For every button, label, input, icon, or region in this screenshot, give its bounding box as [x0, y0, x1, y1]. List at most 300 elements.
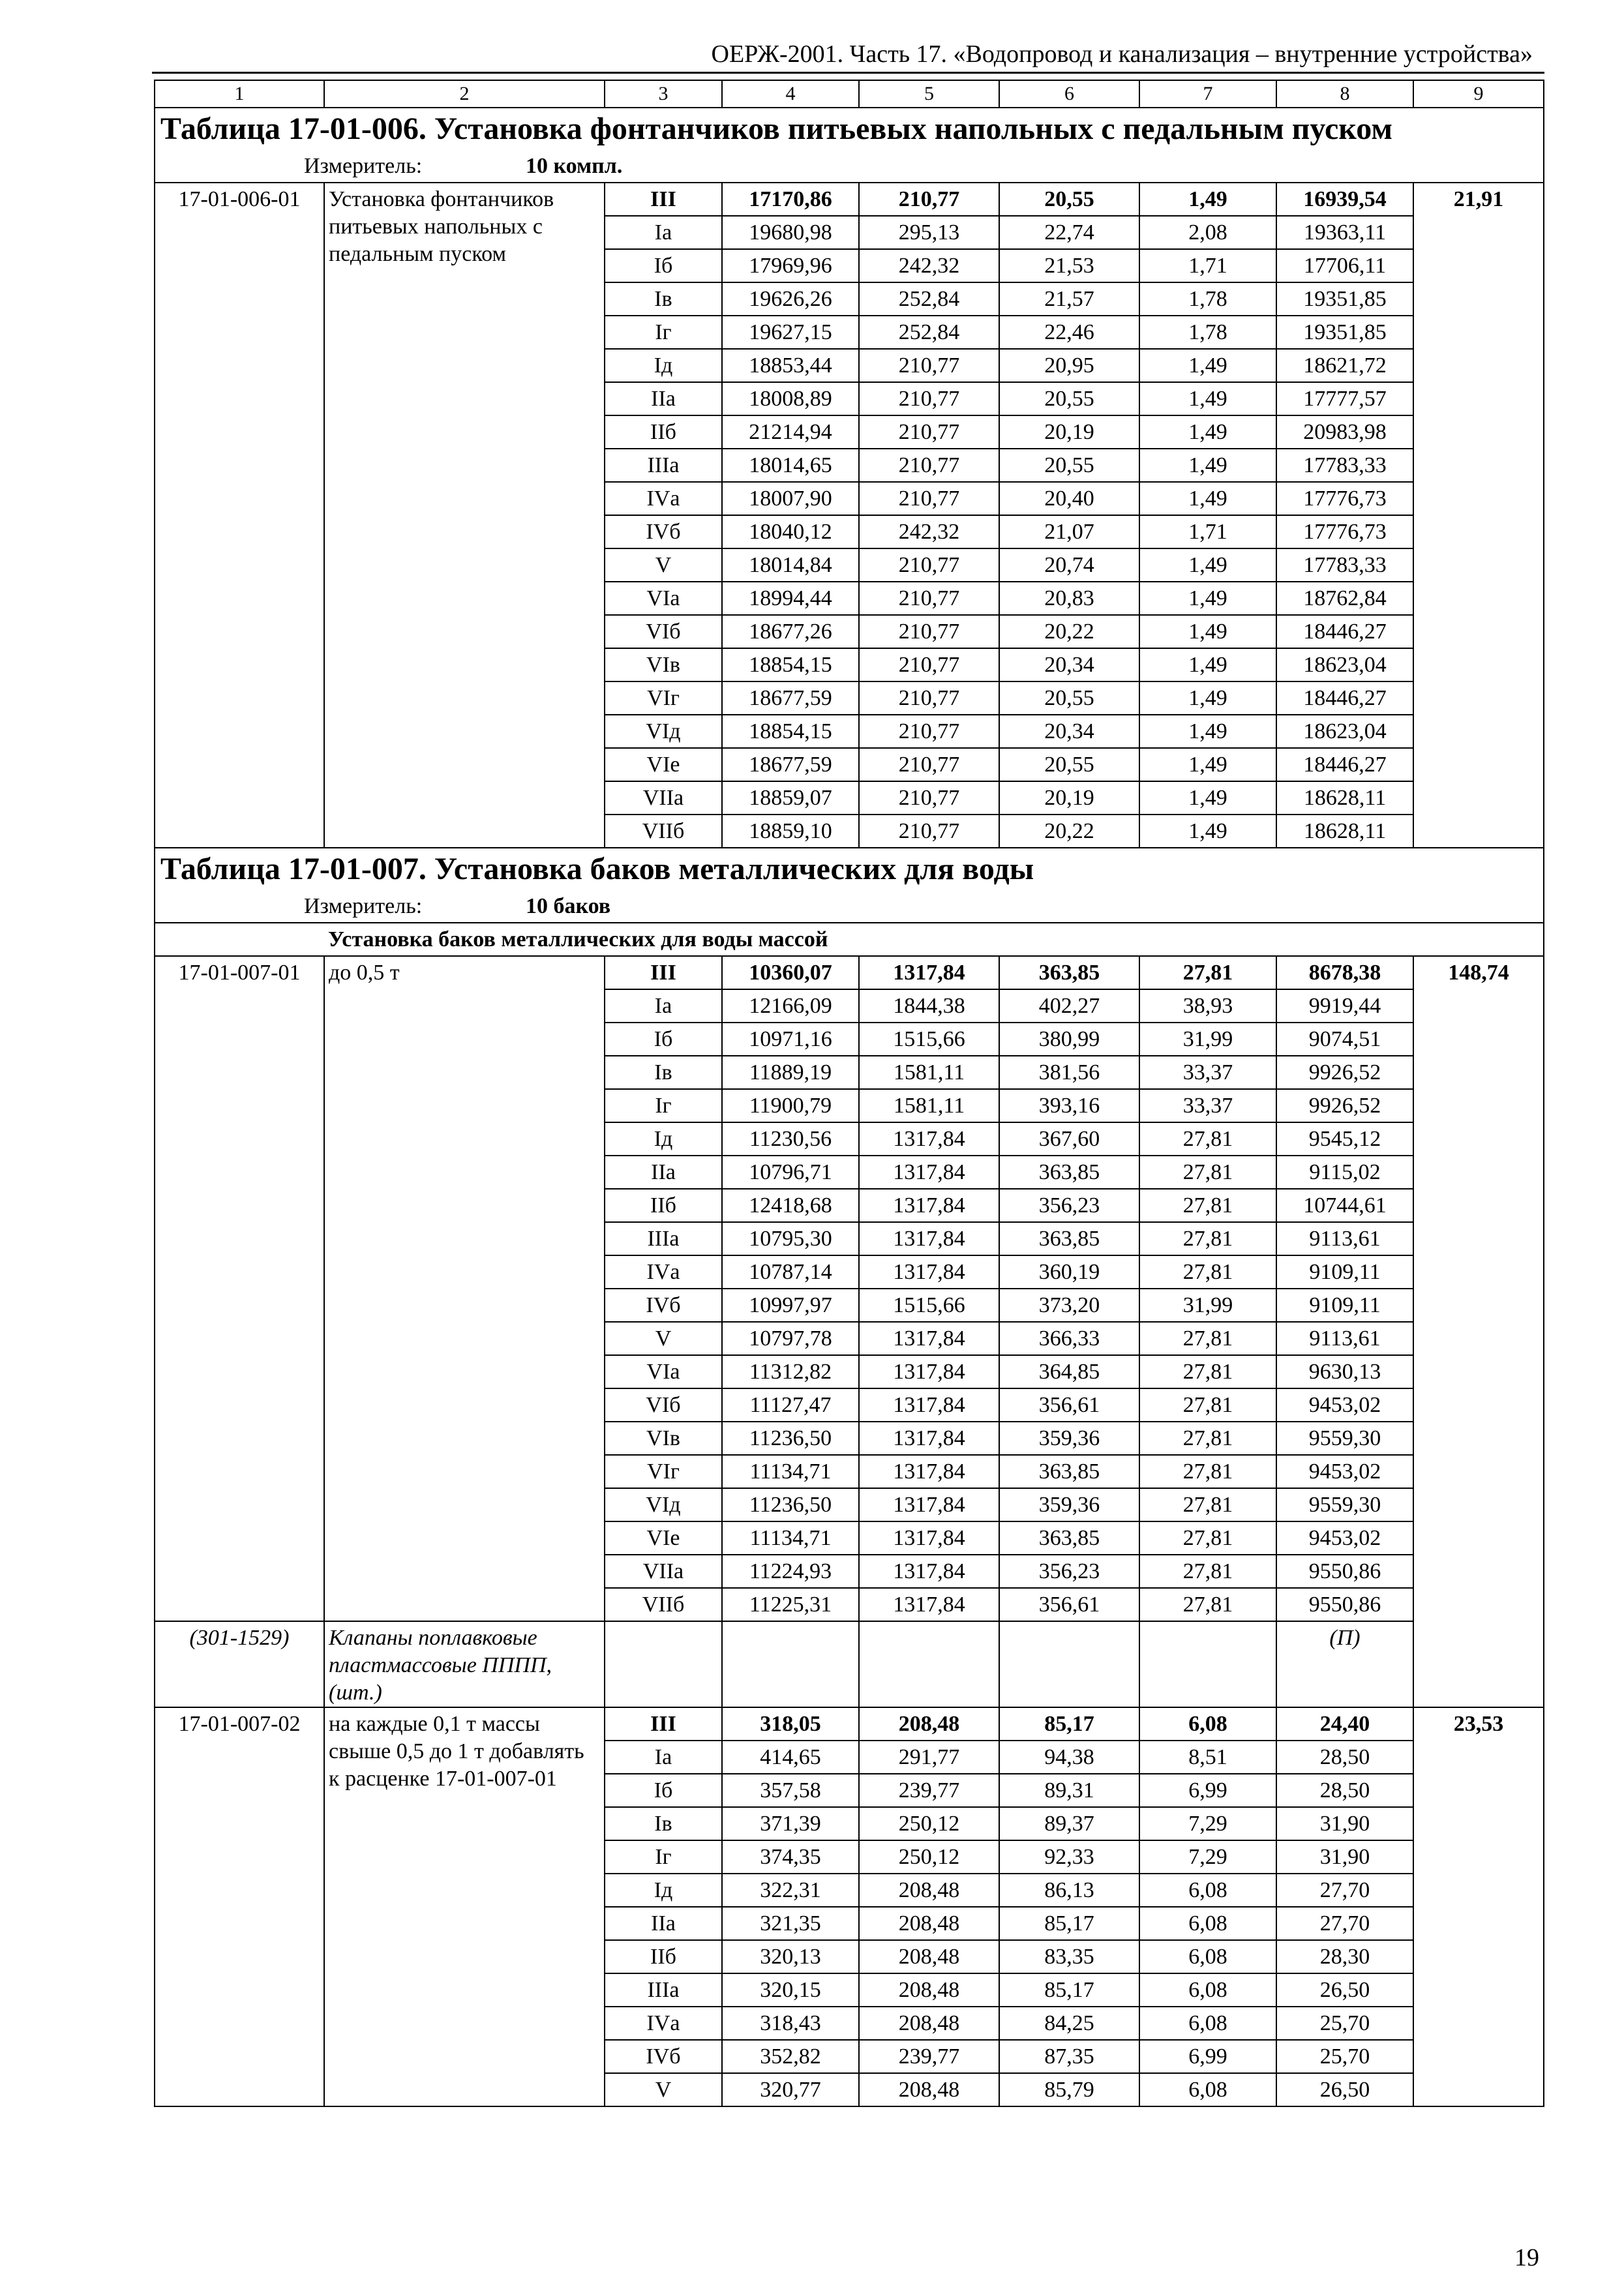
zone: Iг: [605, 1840, 722, 1874]
total-cost: 320,15: [722, 1973, 859, 2007]
rate-description: на каждые 0,1 т массы свыше 0,5 до 1 т добавлять к расценке 17-01-007-01: [324, 1707, 605, 2106]
machines: 380,99: [999, 1023, 1139, 1056]
wages: 1317,84: [859, 1555, 999, 1588]
zone: IIб: [605, 415, 722, 449]
zone: V: [605, 1322, 722, 1355]
note-value: (П): [1276, 1621, 1413, 1707]
materials: 18623,04: [1276, 715, 1413, 748]
materials: 25,70: [1276, 2007, 1413, 2040]
machinist-wages: 1,49: [1139, 349, 1276, 382]
materials: 9926,52: [1276, 1089, 1413, 1122]
wages: 208,48: [859, 1907, 999, 1940]
total-cost: 11236,50: [722, 1488, 859, 1521]
machines: 364,85: [999, 1355, 1139, 1388]
machinist-wages: 38,93: [1139, 989, 1276, 1023]
column-number: 9: [1413, 80, 1544, 108]
zone: IIа: [605, 1907, 722, 1940]
machinist-wages: 1,78: [1139, 316, 1276, 349]
total-cost: 19680,98: [722, 216, 859, 249]
machines: 21,53: [999, 249, 1139, 282]
subheading: Установка баков металлических для воды массой: [155, 923, 1544, 956]
machinist-wages: 27,81: [1139, 1122, 1276, 1156]
wages: 210,77: [859, 183, 999, 216]
zone: Iв: [605, 1056, 722, 1089]
header-rule: [152, 72, 1544, 74]
column-number: 1: [155, 80, 324, 108]
measure-cell: [155, 890, 1544, 923]
wages: 1317,84: [859, 1521, 999, 1555]
total-cost: 10997,97: [722, 1289, 859, 1322]
zone: IIIа: [605, 1973, 722, 2007]
table-row: [155, 956, 1544, 989]
wages: 210,77: [859, 748, 999, 781]
total-cost: 18994,44: [722, 582, 859, 615]
wages: 1581,11: [859, 1089, 999, 1122]
machines: 393,16: [999, 1089, 1139, 1122]
materials: 17783,33: [1276, 548, 1413, 582]
machines: 363,85: [999, 1156, 1139, 1189]
measure-label: Измеритель:: [304, 154, 423, 178]
total-cost: 11127,47: [722, 1388, 859, 1422]
measure-row: [155, 150, 1544, 183]
total-cost: 18677,59: [722, 681, 859, 715]
column-number: 4: [722, 80, 859, 108]
total-cost: 18014,65: [722, 449, 859, 482]
total-cost: 18854,15: [722, 648, 859, 681]
wages: 252,84: [859, 282, 999, 316]
zone: Iа: [605, 1741, 722, 1774]
materials: 17706,11: [1276, 249, 1413, 282]
zone: IIIа: [605, 449, 722, 482]
total-cost: 10360,07: [722, 956, 859, 989]
zone: Iб: [605, 1774, 722, 1807]
column-number: 6: [999, 80, 1139, 108]
total-cost: 318,43: [722, 2007, 859, 2040]
machines: 402,27: [999, 989, 1139, 1023]
machines: 20,55: [999, 183, 1139, 216]
wages: 1515,66: [859, 1023, 999, 1056]
zone: Iа: [605, 989, 722, 1023]
machinist-wages: 1,49: [1139, 582, 1276, 615]
materials: 19351,85: [1276, 316, 1413, 349]
total-cost: 18859,10: [722, 815, 859, 848]
machines: 87,35: [999, 2040, 1139, 2073]
machines: 363,85: [999, 1455, 1139, 1488]
machinist-wages: 27,81: [1139, 1422, 1276, 1455]
labor-cost: 148,74: [1413, 956, 1544, 1707]
empty-cell: [859, 1621, 999, 1707]
machines: 94,38: [999, 1741, 1139, 1774]
materials: 17777,57: [1276, 382, 1413, 415]
wages: 1317,84: [859, 1422, 999, 1455]
wages: 210,77: [859, 781, 999, 815]
total-cost: 10971,16: [722, 1023, 859, 1056]
zone: Iб: [605, 249, 722, 282]
total-cost: 11225,31: [722, 1588, 859, 1621]
zone: V: [605, 2073, 722, 2106]
total-cost: 322,31: [722, 1874, 859, 1907]
total-cost: 11134,71: [722, 1455, 859, 1488]
zone: VIа: [605, 1355, 722, 1388]
total-cost: 18008,89: [722, 382, 859, 415]
materials: 8678,38: [1276, 956, 1413, 989]
materials: 18762,84: [1276, 582, 1413, 615]
wages: 1317,84: [859, 1455, 999, 1488]
column-number: 7: [1139, 80, 1276, 108]
materials: 18623,04: [1276, 648, 1413, 681]
machinist-wages: 6,08: [1139, 1907, 1276, 1940]
materials: 18628,11: [1276, 781, 1413, 815]
wages: 208,48: [859, 2007, 999, 2040]
materials: 9113,61: [1276, 1222, 1413, 1255]
table-title: Таблица 17-01-006. Установка фонтанчиков питьевых напольных с педальным пуском: [155, 108, 1544, 150]
machinist-wages: 8,51: [1139, 1741, 1276, 1774]
materials: 18446,27: [1276, 615, 1413, 648]
machines: 356,61: [999, 1588, 1139, 1621]
machinist-wages: 27,81: [1139, 1156, 1276, 1189]
machinist-wages: 1,49: [1139, 748, 1276, 781]
machinist-wages: 1,49: [1139, 681, 1276, 715]
zone: Iд: [605, 349, 722, 382]
wages: 1317,84: [859, 1156, 999, 1189]
machines: 356,23: [999, 1555, 1139, 1588]
machinist-wages: 27,81: [1139, 1488, 1276, 1521]
machines: 356,23: [999, 1189, 1139, 1222]
measure-label: Измеритель:: [304, 894, 423, 918]
machines: 85,79: [999, 2073, 1139, 2106]
machines: 22,46: [999, 316, 1139, 349]
column-number: 3: [605, 80, 722, 108]
wages: 210,77: [859, 449, 999, 482]
note-row: [155, 1621, 1544, 1707]
materials: 9550,86: [1276, 1555, 1413, 1588]
machinist-wages: 6,08: [1139, 1973, 1276, 2007]
total-cost: 10787,14: [722, 1255, 859, 1289]
wages: 252,84: [859, 316, 999, 349]
machines: 20,55: [999, 382, 1139, 415]
total-cost: 11889,19: [722, 1056, 859, 1089]
wages: 210,77: [859, 615, 999, 648]
wages: 1317,84: [859, 1388, 999, 1422]
wages: 210,77: [859, 349, 999, 382]
machinist-wages: 1,71: [1139, 249, 1276, 282]
wages: 250,12: [859, 1807, 999, 1840]
materials: 31,90: [1276, 1807, 1413, 1840]
total-cost: 18859,07: [722, 781, 859, 815]
wages: 208,48: [859, 1940, 999, 1973]
materials: 9545,12: [1276, 1122, 1413, 1156]
machines: 360,19: [999, 1255, 1139, 1289]
wages: 239,77: [859, 2040, 999, 2073]
wages: 1317,84: [859, 1122, 999, 1156]
materials: 9113,61: [1276, 1322, 1413, 1355]
wages: 210,77: [859, 482, 999, 515]
machines: 83,35: [999, 1940, 1139, 1973]
page-running-title: ОЕРЖ-2001. Часть 17. «Водопровод и канализация – внутренние устройства»: [711, 40, 1533, 68]
wages: 1317,84: [859, 1222, 999, 1255]
total-cost: 414,65: [722, 1741, 859, 1774]
total-cost: 17969,96: [722, 249, 859, 282]
total-cost: 18854,15: [722, 715, 859, 748]
materials: 9453,02: [1276, 1455, 1413, 1488]
wages: 208,48: [859, 1973, 999, 2007]
machinist-wages: 31,99: [1139, 1023, 1276, 1056]
rates-table: [154, 80, 1544, 2107]
machinist-wages: 1,49: [1139, 715, 1276, 748]
wages: 210,77: [859, 582, 999, 615]
machinist-wages: 1,49: [1139, 415, 1276, 449]
machinist-wages: 27,81: [1139, 956, 1276, 989]
zone: VIа: [605, 582, 722, 615]
wages: 210,77: [859, 681, 999, 715]
machines: 85,17: [999, 1973, 1139, 2007]
machinist-wages: 1,49: [1139, 781, 1276, 815]
empty-cell: [722, 1621, 859, 1707]
materials: 9453,02: [1276, 1388, 1413, 1422]
materials: 17783,33: [1276, 449, 1413, 482]
machines: 84,25: [999, 2007, 1139, 2040]
materials: 26,50: [1276, 2073, 1413, 2106]
rate-code: 17-01-007-02: [155, 1707, 324, 2106]
materials: 20983,98: [1276, 415, 1413, 449]
zone: IVа: [605, 1255, 722, 1289]
zone: VIе: [605, 748, 722, 781]
zone: Iг: [605, 316, 722, 349]
total-cost: 318,05: [722, 1707, 859, 1741]
machines: 20,34: [999, 648, 1139, 681]
column-number: 5: [859, 80, 999, 108]
labor-cost: 23,53: [1413, 1707, 1544, 2106]
rate-code: 17-01-007-01: [155, 956, 324, 1621]
machinist-wages: 27,81: [1139, 1222, 1276, 1255]
zone: III: [605, 183, 722, 216]
zone: Iб: [605, 1023, 722, 1056]
machines: 20,19: [999, 415, 1139, 449]
wages: 1317,84: [859, 1255, 999, 1289]
total-cost: 11134,71: [722, 1521, 859, 1555]
zone: IIб: [605, 1189, 722, 1222]
zone: VIб: [605, 615, 722, 648]
machinist-wages: 27,81: [1139, 1388, 1276, 1422]
total-cost: 18007,90: [722, 482, 859, 515]
table-row: [155, 183, 1544, 216]
note-code: (301-1529): [155, 1621, 324, 1707]
total-cost: 19627,15: [722, 316, 859, 349]
wages: 1317,84: [859, 1355, 999, 1388]
machines: 359,36: [999, 1422, 1139, 1455]
machines: 20,83: [999, 582, 1139, 615]
materials: 26,50: [1276, 1973, 1413, 2007]
machinist-wages: 1,49: [1139, 449, 1276, 482]
wages: 1317,84: [859, 1322, 999, 1355]
machines: 89,31: [999, 1774, 1139, 1807]
zone: IIа: [605, 1156, 722, 1189]
machinist-wages: 27,81: [1139, 1255, 1276, 1289]
measure-row: [155, 890, 1544, 923]
machinist-wages: 1,49: [1139, 815, 1276, 848]
wages: 1317,84: [859, 956, 999, 989]
zone: VIд: [605, 1488, 722, 1521]
zone: IIб: [605, 1940, 722, 1973]
machinist-wages: 6,08: [1139, 2073, 1276, 2106]
materials: 9919,44: [1276, 989, 1413, 1023]
zone: IVа: [605, 2007, 722, 2040]
machines: 20,22: [999, 815, 1139, 848]
zone: Iд: [605, 1122, 722, 1156]
machines: 22,74: [999, 216, 1139, 249]
total-cost: 11230,56: [722, 1122, 859, 1156]
machines: 20,19: [999, 781, 1139, 815]
column-number: 8: [1276, 80, 1413, 108]
machines: 20,55: [999, 748, 1139, 781]
wages: 242,32: [859, 249, 999, 282]
zone: VIв: [605, 648, 722, 681]
materials: 27,70: [1276, 1874, 1413, 1907]
measure-cell: [155, 150, 1544, 183]
materials: 28,50: [1276, 1741, 1413, 1774]
total-cost: 21214,94: [722, 415, 859, 449]
materials: 9559,30: [1276, 1488, 1413, 1521]
zone: Iв: [605, 282, 722, 316]
machinist-wages: 6,08: [1139, 1707, 1276, 1741]
machinist-wages: 6,08: [1139, 1874, 1276, 1907]
zone: VIIб: [605, 815, 722, 848]
wages: 1581,11: [859, 1056, 999, 1089]
materials: 24,40: [1276, 1707, 1413, 1741]
table-row: [155, 1707, 1544, 1741]
total-cost: 371,39: [722, 1807, 859, 1840]
machinist-wages: 1,71: [1139, 515, 1276, 548]
subheading-row: [155, 923, 1544, 956]
total-cost: 18014,84: [722, 548, 859, 582]
zone: IVб: [605, 2040, 722, 2073]
materials: 19363,11: [1276, 216, 1413, 249]
wages: 1317,84: [859, 1588, 999, 1621]
zone: VIг: [605, 1455, 722, 1488]
materials: 19351,85: [1276, 282, 1413, 316]
zone: VIIа: [605, 781, 722, 815]
machinist-wages: 1,49: [1139, 382, 1276, 415]
measure-value: 10 баков: [526, 894, 611, 918]
materials: 9926,52: [1276, 1056, 1413, 1089]
materials: 28,30: [1276, 1940, 1413, 1973]
zone: Iд: [605, 1874, 722, 1907]
rate-code: 17-01-006-01: [155, 183, 324, 848]
materials: 17776,73: [1276, 515, 1413, 548]
materials: 27,70: [1276, 1907, 1413, 1940]
zone: IIIа: [605, 1222, 722, 1255]
machinist-wages: 6,99: [1139, 1774, 1276, 1807]
machines: 92,33: [999, 1840, 1139, 1874]
zone: IVа: [605, 482, 722, 515]
machines: 20,22: [999, 615, 1139, 648]
machines: 366,33: [999, 1322, 1139, 1355]
total-cost: 374,35: [722, 1840, 859, 1874]
total-cost: 18853,44: [722, 349, 859, 382]
machines: 381,56: [999, 1056, 1139, 1089]
total-cost: 321,35: [722, 1907, 859, 1940]
materials: 18628,11: [1276, 815, 1413, 848]
zone: III: [605, 956, 722, 989]
materials: 9453,02: [1276, 1521, 1413, 1555]
materials: 31,90: [1276, 1840, 1413, 1874]
wages: 208,48: [859, 1707, 999, 1741]
materials: 9559,30: [1276, 1422, 1413, 1455]
page-number: 19: [1514, 2244, 1539, 2271]
wages: 1317,84: [859, 1488, 999, 1521]
total-cost: 320,13: [722, 1940, 859, 1973]
machinist-wages: 7,29: [1139, 1840, 1276, 1874]
materials: 9109,11: [1276, 1255, 1413, 1289]
wages: 1844,38: [859, 989, 999, 1023]
wages: 210,77: [859, 382, 999, 415]
materials: 9550,86: [1276, 1588, 1413, 1621]
empty-cell: [1139, 1621, 1276, 1707]
machinist-wages: 1,49: [1139, 482, 1276, 515]
machines: 21,07: [999, 515, 1139, 548]
empty-cell: [605, 1621, 722, 1707]
zone: VIIа: [605, 1555, 722, 1588]
zone: III: [605, 1707, 722, 1741]
machinist-wages: 1,49: [1139, 615, 1276, 648]
machines: 85,17: [999, 1907, 1139, 1940]
rate-description: до 0,5 т: [324, 956, 605, 1621]
machinist-wages: 6,99: [1139, 2040, 1276, 2073]
materials: 18446,27: [1276, 748, 1413, 781]
zone: VIб: [605, 1388, 722, 1422]
machinist-wages: 1,49: [1139, 648, 1276, 681]
machines: 21,57: [999, 282, 1139, 316]
total-cost: 18040,12: [722, 515, 859, 548]
wages: 239,77: [859, 1774, 999, 1807]
zone: VIд: [605, 715, 722, 748]
machines: 363,85: [999, 1222, 1139, 1255]
table-title-row: [155, 108, 1544, 150]
wages: 1515,66: [859, 1289, 999, 1322]
total-cost: 352,82: [722, 2040, 859, 2073]
total-cost: 18677,59: [722, 748, 859, 781]
machinist-wages: 33,37: [1139, 1089, 1276, 1122]
wages: 208,48: [859, 2073, 999, 2106]
rate-description: Установка фонтанчиков питьевых напольных с педальным пуском: [324, 183, 605, 848]
measure-value: 10 компл.: [526, 154, 623, 178]
machinist-wages: 1,78: [1139, 282, 1276, 316]
materials: 25,70: [1276, 2040, 1413, 2073]
machines: 85,17: [999, 1707, 1139, 1741]
machinist-wages: 27,81: [1139, 1521, 1276, 1555]
total-cost: 320,77: [722, 2073, 859, 2106]
zone: Iг: [605, 1089, 722, 1122]
wages: 291,77: [859, 1741, 999, 1774]
zone: VIв: [605, 1422, 722, 1455]
materials: 10744,61: [1276, 1189, 1413, 1222]
machines: 367,60: [999, 1122, 1139, 1156]
note-text: Клапаны поплавковые пластмассовые ПППП, (шт.): [324, 1621, 605, 1707]
materials: 16939,54: [1276, 183, 1413, 216]
machinist-wages: 33,37: [1139, 1056, 1276, 1089]
table-title-row: [155, 848, 1544, 890]
machines: 373,20: [999, 1289, 1139, 1322]
machines: 359,36: [999, 1488, 1139, 1521]
machines: 86,13: [999, 1874, 1139, 1907]
total-cost: 11236,50: [722, 1422, 859, 1455]
machines: 20,95: [999, 349, 1139, 382]
column-number: 2: [324, 80, 605, 108]
zone: VIIб: [605, 1588, 722, 1621]
empty-cell: [999, 1621, 1139, 1707]
zone: Iа: [605, 216, 722, 249]
materials: 18446,27: [1276, 681, 1413, 715]
